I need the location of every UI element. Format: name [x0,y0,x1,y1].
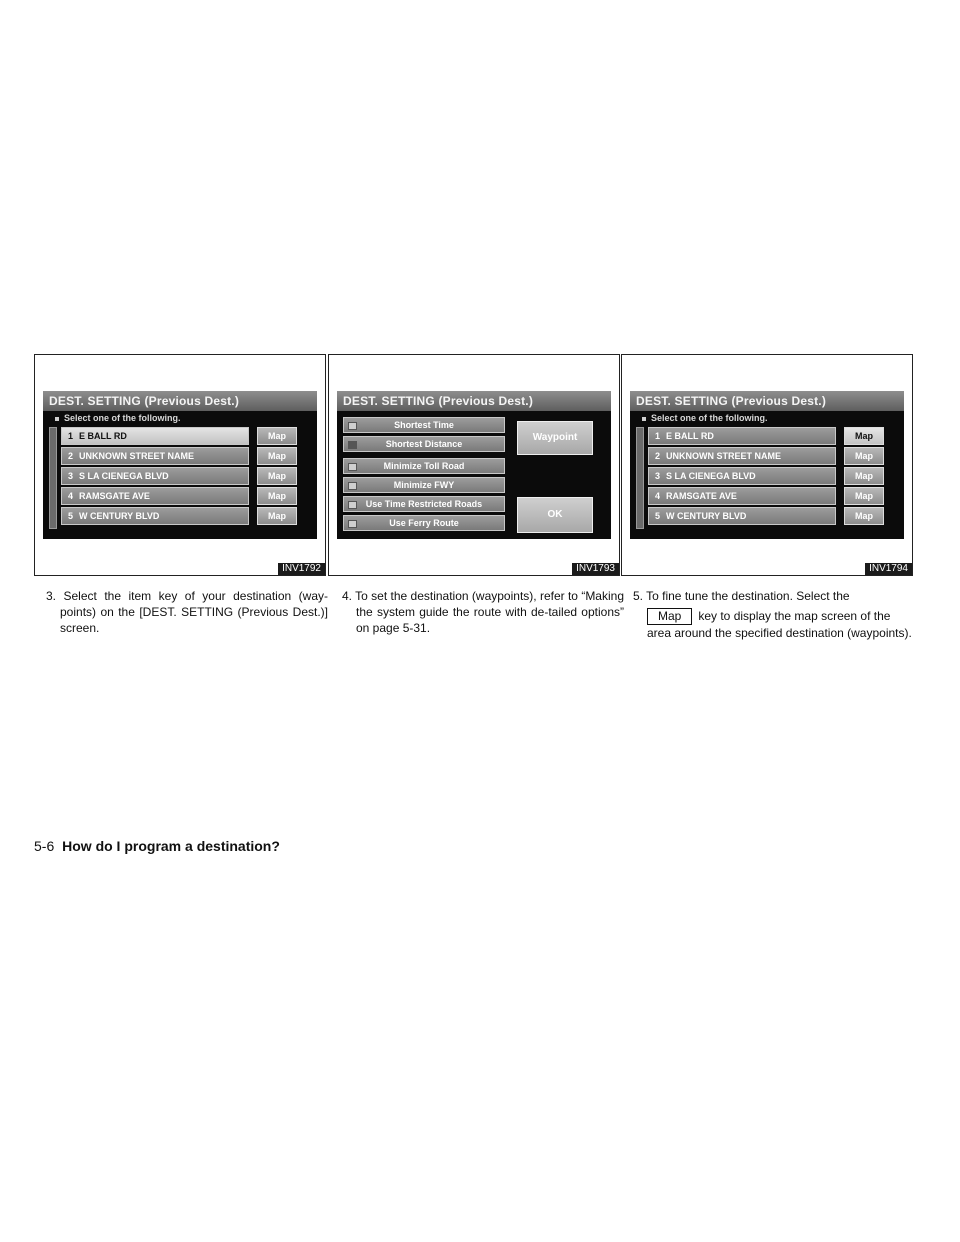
map-button[interactable]: Map [844,467,884,485]
figure-previous-dest-list [34,354,326,576]
list-item [61,487,311,505]
scrollbar[interactable] [49,427,57,529]
bullet-icon [642,417,646,421]
destination-item-5[interactable]: 5 W CENTURY BLVD [61,507,249,525]
list-item [61,467,311,485]
destination-item-4[interactable]: 4 RAMSGATE AVE [648,487,836,505]
checkbox-icon [348,441,357,449]
checkbox-icon [348,422,357,430]
caption-step-5 [633,588,915,641]
waypoint-button[interactable]: Waypoint [517,421,593,455]
caption-text: 3. Select the item key of your destination (way-points) on the [DEST. SETTING (Previous Dest.)] screen. [46,589,328,635]
list-item [648,427,898,445]
destination-item-3[interactable]: 3 S LA CIENEGA BLVD [648,467,836,485]
ok-button[interactable]: OK [517,497,593,533]
list-item [648,447,898,465]
screen-title: DEST. SETTING (Previous Dest.) [43,391,317,411]
destination-item-1[interactable]: 1 E BALL RD [648,427,836,445]
option-use-time-restricted-roads[interactable]: Use Time Restricted Roads [343,496,505,512]
figure-label: INV1794 [865,563,912,575]
page-number: 5-6 [34,838,55,854]
list-item [648,487,898,505]
screen-title: DEST. SETTING (Previous Dest.) [630,391,904,411]
page-footer [34,838,280,854]
checkbox-icon [348,463,357,471]
checkbox-icon [348,501,357,509]
instruction: Select one of the following. [630,411,904,425]
destination-item-1[interactable]: 1 E BALL RD [61,427,249,445]
map-button[interactable]: Map [844,507,884,525]
map-button[interactable]: Map [844,487,884,505]
map-button[interactable]: Map [844,447,884,465]
map-button[interactable]: Map [257,447,297,465]
route-options-list [343,417,505,534]
map-button[interactable]: Map [844,427,884,445]
map-button[interactable]: Map [257,507,297,525]
list-item [648,507,898,525]
nav-screen [630,391,904,539]
scrollbar[interactable] [636,427,644,529]
checkbox-icon [348,482,357,490]
map-button[interactable]: Map [257,467,297,485]
option-minimize-fwy[interactable]: Minimize FWY [343,477,505,493]
instruction: Select one of the following. [43,411,317,425]
figure-previous-dest-map [621,354,913,576]
list-item [648,467,898,485]
caption-step-4 [342,588,624,636]
destination-item-3[interactable]: 3 S LA CIENEGA BLVD [61,467,249,485]
map-button[interactable]: Map [257,427,297,445]
destination-item-4[interactable]: 4 RAMSGATE AVE [61,487,249,505]
bullet-icon [55,417,59,421]
list-item [61,507,311,525]
option-shortest-distance[interactable]: Shortest Distance [343,436,505,452]
nav-screen [43,391,317,539]
destination-item-2[interactable]: 2 UNKNOWN STREET NAME [61,447,249,465]
option-minimize-toll-road[interactable]: Minimize Toll Road [343,458,505,474]
figure-label: INV1793 [572,563,619,575]
caption-text: 4. To set the destination (waypoints), refer to “Making the system guide the route with de-tailed options” on page 5-31. [342,589,624,635]
destination-list [61,427,311,527]
section-title: How do I program a destination? [62,838,280,854]
caption-text: 5. To fine tune the destination. Select the [633,589,850,603]
caption-step-3 [46,588,328,636]
list-item [61,427,311,445]
screen-title: DEST. SETTING (Previous Dest.) [337,391,611,411]
destination-item-2[interactable]: 2 UNKNOWN STREET NAME [648,447,836,465]
map-key: Map [647,608,692,625]
destination-list [648,427,898,527]
figure-route-options [328,354,620,576]
nav-screen [337,391,611,539]
caption-text-cont: Map key to display the map screen of the area around the specified destination (waypoints). [647,609,912,640]
option-shortest-time[interactable]: Shortest Time [343,417,505,433]
list-item [61,447,311,465]
figure-label: INV1792 [278,563,325,575]
destination-item-5[interactable]: 5 W CENTURY BLVD [648,507,836,525]
option-use-ferry-route[interactable]: Use Ferry Route [343,515,505,531]
map-button[interactable]: Map [257,487,297,505]
checkbox-icon [348,520,357,528]
